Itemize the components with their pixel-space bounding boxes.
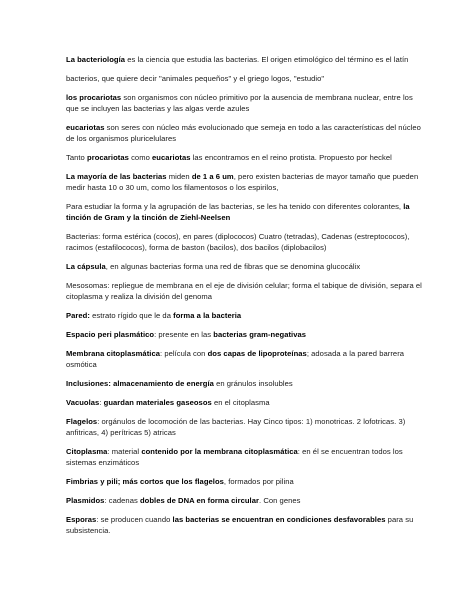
bold-term: de 1 a 6 um	[191, 172, 234, 181]
paragraph	[66, 446, 424, 468]
text-run: : se producen cuando	[96, 515, 173, 524]
bold-term: Vacuolas	[66, 398, 100, 407]
text-run: : presente en las	[154, 330, 214, 339]
paragraph	[66, 514, 424, 536]
paragraph	[66, 54, 424, 65]
bold-term: eucariotas	[66, 123, 105, 132]
text-run: las encontramos en el reino protista. Propuesto por heckel	[190, 153, 392, 162]
text-run: son organismos con núcleo primitivo por la ausencia de membrana nuclear, entre los que se incluyen las bacterias y las algas verde azules	[66, 93, 413, 113]
bold-term: las bacterias se encuentran en condiciones desfavorables	[172, 515, 386, 524]
paragraph	[66, 92, 424, 114]
bold-term: Espacio peri plasmático	[66, 330, 155, 339]
bold-term: Flagelos	[66, 417, 98, 426]
text-run: : película con	[160, 349, 208, 358]
bold-term: Inclusiones: almacenamiento de energía	[66, 379, 214, 388]
text-run: Mesosomas: repliegue de membrana en el eje de división celular; forma el tabique de división, separa el citoplasma y realiza la división del genoma	[66, 281, 422, 301]
paragraph	[66, 495, 424, 506]
text-run: bacterios, que quiere decir "animales pequeños" y el griego logos, "estudio"	[66, 74, 325, 83]
text-run: Tanto	[66, 153, 87, 162]
text-run: , pero existen bacterias de mayor tamaño que pueden medir hasta 10 o 30 um, como los filamentosos o los espirilos,	[66, 172, 419, 192]
bold-term: contenido por la membrana citoplasmática	[141, 447, 298, 456]
paragraph	[66, 378, 424, 389]
bold-term: la tinción de Gram y la tinción de Ziehl-Neelsen	[66, 202, 410, 222]
paragraph	[66, 201, 424, 223]
text-run: es la ciencia que estudia las bacterias. El origen etimológico del término es el latín	[125, 55, 409, 64]
text-run: en gránulos insolubles	[213, 379, 293, 388]
bold-term: procariotas	[87, 153, 129, 162]
paragraph	[66, 310, 424, 321]
text-run: , formados por pilina	[223, 477, 294, 486]
bold-term: guardan materiales gaseosos	[103, 398, 212, 407]
bold-term: forma a la bacteria	[173, 311, 242, 320]
text-run: Bacterias: forma estérica (cocos), en pares (diplococos) Cuatro (tetradas), Cadenas (estreptococos), racimos (estafilococos), forma de baston (bacilos), dos bacilos (diplobacilos)	[66, 232, 410, 252]
bold-term: La mayoría de las bacterias	[66, 172, 167, 181]
paragraph	[66, 397, 424, 408]
text-run: son seres con núcleo más evolucionado que semeja en todo a las características del núcleo de los organismos pluricelulares	[66, 123, 421, 143]
text-run: , en algunas bacterias forma una red de fibras que se denomina glucocálix	[105, 262, 361, 271]
text-run: en el citoplasma	[211, 398, 270, 407]
paragraph	[66, 122, 424, 144]
bold-term: Esporas	[66, 515, 97, 524]
bold-term: Plasmidos	[66, 496, 105, 505]
bold-term: eucariotas	[152, 153, 191, 162]
text-run: . Con genes	[259, 496, 301, 505]
bold-term: Fimbrias y pili; más cortos que los flagelos	[66, 477, 224, 486]
paragraph	[66, 73, 424, 84]
text-run: :	[99, 398, 104, 407]
paragraph	[66, 261, 424, 272]
text-run: como	[128, 153, 153, 162]
bold-term: Citoplasma	[66, 447, 108, 456]
bold-term: los procariotas	[66, 93, 122, 102]
paragraph	[66, 329, 424, 340]
paragraph	[66, 171, 424, 193]
bold-term: bacterias gram-negativas	[213, 330, 307, 339]
bold-term: dobles de DNA en forma circular	[139, 496, 259, 505]
paragraph	[66, 348, 424, 370]
bold-term: La bacteriología	[66, 55, 126, 64]
paragraph	[66, 152, 424, 163]
text-run: : cadenas	[104, 496, 140, 505]
text-run: para su subsistencia.	[66, 515, 414, 535]
text-run: miden	[166, 172, 192, 181]
text-run: : material	[107, 447, 142, 456]
paragraph	[66, 280, 424, 302]
bold-term: La cápsula	[66, 262, 106, 271]
paragraph	[66, 416, 424, 438]
text-run: : orgánulos de locomoción de las bacterias. Hay Cinco tipos: 1) monotricas. 2 lofotricas. 3) anfitricas, 4) perítricas 5) atricas	[66, 417, 406, 437]
text-run: ; adosada a la pared barrera osmótica	[66, 349, 405, 369]
paragraph	[66, 476, 424, 487]
text-run: Para estudiar la forma y la agrupación de las bacterias, se les ha tenido con diferentes colorantes,	[66, 202, 404, 211]
paragraph	[66, 231, 424, 253]
bold-term: Pared:	[66, 311, 90, 320]
text-run: : en él se encuentran todos los sistemas enzimáticos	[66, 447, 403, 467]
bold-term: Membrana citoplasmática	[66, 349, 160, 358]
bold-term: dos capas de lipoproteínas	[207, 349, 307, 358]
text-run: estrato rígido que le da	[89, 311, 174, 320]
